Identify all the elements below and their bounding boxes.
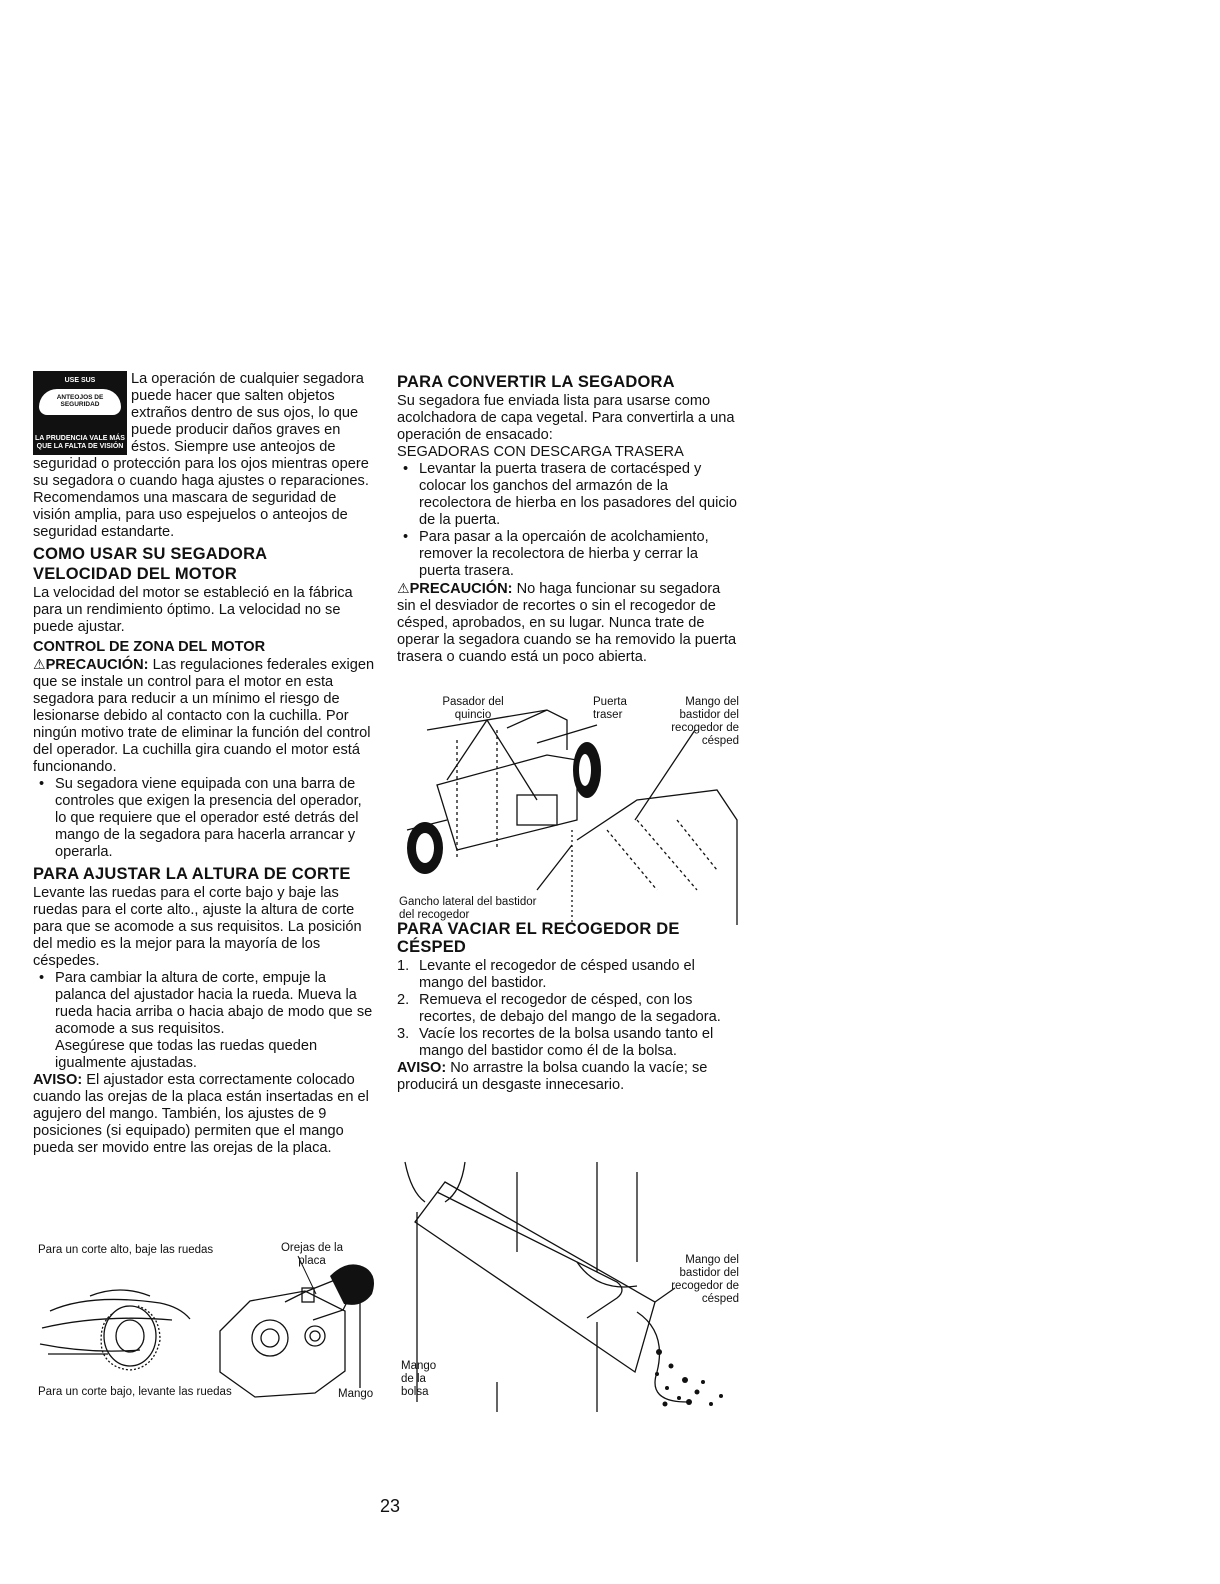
control-paragraph bbox=[33, 656, 375, 776]
page-number: 23 bbox=[380, 1496, 401, 1516]
mango-bastidor-label: Mango del bastidor del recogedor de césped bbox=[671, 1254, 739, 1305]
safety-goggles-badge bbox=[33, 371, 127, 455]
convertir-bullet-1: • Levantar la puerta trasera de cortacésped y colocar los ganchos del armazón de la recolectora de hierba en los pasadores del quicio de la puerta. bbox=[397, 461, 742, 529]
aviso-text: No arrastre la bolsa cuando la vacíe; se producirá un desgaste innecesario. bbox=[397, 1060, 708, 1093]
step-text: Remueva el recogedor de césped, con los recortes, de debajo del mango de la segadora. bbox=[419, 992, 721, 1025]
pasador-label: Pasador del quincio bbox=[442, 696, 504, 721]
mango-bolsa-label: Mango de la bolsa bbox=[401, 1360, 437, 1398]
precaucion-text: No haga funcionar su segadora sin el desviador de recortes o sin el recogedor de césped, aprobados, en su lugar. Nunca trate de operar la segadora cuando se ha removido la puerta trasera o cuando está un poco abierta. bbox=[397, 581, 737, 665]
step-text: Vacíe los recortes de la bolsa usando tanto el mango del bastidor como él de la bolsa. bbox=[419, 1026, 714, 1059]
figure-wheel-adjust bbox=[30, 1236, 380, 1408]
puerta-label: Puerta traser bbox=[593, 696, 627, 721]
warning-triangle-icon: ⚠ bbox=[397, 580, 410, 596]
vaciar-aviso-paragraph bbox=[397, 1060, 742, 1094]
ajustar-paragraph: Levante las ruedas para el corte bajo y baje las ruedas para el corte alto., ajuste la altura de corte para que se acomode a sus requisitos. La posición del medio es la mejor para la mayoría de los céspedes. bbox=[33, 885, 362, 969]
wheel-top-label: Para un corte alto, baje las ruedas bbox=[38, 1244, 214, 1256]
ajustar-list bbox=[33, 970, 375, 1038]
figure-empty-bag bbox=[397, 1152, 742, 1412]
aviso-paragraph bbox=[33, 1072, 375, 1157]
figure-bag-attach bbox=[397, 690, 742, 925]
control-text: Las regulaciones federales exigen que se instale un control para el motor en esta segadora para reducir a un mínimo el riesgo de lesionarse debido al contacto con la cuchilla. Por ningún motivo trate de eliminar la función del control del operador. La cuchilla gira cuando el motor está funcionando. bbox=[33, 657, 375, 775]
ajustar-bullet: • Para cambiar la altura de corte, empuje la palanca del ajustador hacia la rueda. Mueva la rueda hacia arriba o hacia abajo de modo que se acomode a sus requisitos. bbox=[33, 970, 375, 1038]
velocidad-paragraph: La velocidad del motor se estableció en la fábrica para un rendimiento óptimo. La velocidad no se puede ajustar. bbox=[33, 585, 353, 635]
badge-line3: LA PRUDENCIA VALE MÁS QUE LA FALTA DE VISIÓN bbox=[35, 435, 125, 450]
heading-velocidad: VELOCIDAD DEL MOTOR bbox=[33, 565, 237, 583]
convertir-bullet-2: • Para pasar a la opercaión de acolchamiento, remover la recolectora de hierba y cerrar la puerta trasera. bbox=[397, 529, 742, 580]
intro-paragraph: La operación de cualquier segadora puede hacer que salten objetos extraños dentro de sus ojos, lo que puede producir daños graves en éstos. Siempre use anteojos de seguridad o protección para los ojos mientras opere su segadora o cuando haga ajustes o reparaciones. Recomendamos una mascara de seguridad de visión amplia, para uso espejuelos o anteojos de seguridad estandarte. bbox=[33, 371, 369, 540]
orejas-label: Orejas de la placa bbox=[280, 1242, 343, 1267]
control-list bbox=[33, 776, 375, 861]
aviso-label: AVISO: bbox=[33, 1072, 83, 1088]
vaciar-steps bbox=[397, 958, 742, 1060]
badge-line1: USE SUS bbox=[64, 377, 96, 384]
heading-ajustar-altura: PARA AJUSTAR LA ALTURA DE CORTE bbox=[33, 865, 351, 883]
convertir-paragraph: Su segadora fue enviada lista para usarse como acolchadora de capa vegetal. Para convertirla a una operación de ensacado: bbox=[397, 393, 735, 443]
precaucion-label: PRECAUCIÓN: bbox=[409, 581, 513, 597]
aviso-label: AVISO: bbox=[397, 1060, 447, 1076]
vaciar-step bbox=[397, 992, 742, 1026]
mango-bastidor-label: Mango del bastidor del recogedor de césped bbox=[671, 696, 739, 747]
subheading-trasera: SEGADORAS CON DESCARGA TRASERA bbox=[397, 444, 684, 460]
badge-line2: ANTEOJOS DE SEGURIDAD bbox=[56, 394, 104, 408]
precaucion-label: PRECAUCIÓN: bbox=[45, 657, 149, 673]
heading-convertir: PARA CONVERTIR LA SEGADORA bbox=[397, 373, 675, 391]
control-bullet: • Su segadora viene equipada con una barra de controles que exigen la presencia del operador, lo que requiere que el operador esté detrás del mango de la segadora para hacerla arrancar y operarla. bbox=[33, 776, 375, 861]
step-number: 2. bbox=[397, 992, 410, 1008]
vaciar-step bbox=[397, 1026, 742, 1060]
left-column bbox=[33, 371, 375, 1157]
step-text: Levante el recogedor de césped usando el mango del bastidor. bbox=[419, 958, 695, 991]
heading-vaciar: PARA VACIAR EL RECOGEDOR DE CÉSPED bbox=[397, 920, 680, 956]
ajustar-bullet-cont: Asegúrese que todas las ruedas queden igualmente ajustadas. bbox=[55, 1038, 318, 1071]
warning-triangle-icon: ⚠ bbox=[33, 656, 46, 672]
gancho-label: Gancho lateral del bastidor del recogedor bbox=[399, 896, 537, 921]
convertir-list bbox=[397, 461, 742, 580]
step-number: 1. bbox=[397, 958, 410, 974]
wheel-bottom-label: Para un corte bajo, levante las ruedas bbox=[38, 1386, 232, 1398]
vaciar-step bbox=[397, 958, 742, 992]
goggles-icon bbox=[39, 389, 121, 415]
heading-como-usar: COMO USAR SU SEGADORA bbox=[33, 545, 268, 563]
aviso-text: El ajustador esta correctamente colocado cuando las orejas de la placa están insertadas en el agujero del mango. También, los ajustes de 9 posiciones (si equipado) permiten que el mango pueda ser movido entre las orejas de la placa. bbox=[33, 1072, 369, 1156]
precaucion-paragraph bbox=[397, 580, 742, 666]
heading-control-zona: CONTROL DE ZONA DEL MOTOR bbox=[33, 639, 266, 655]
mango-label: Mango bbox=[338, 1388, 374, 1400]
step-number: 3. bbox=[397, 1026, 410, 1042]
